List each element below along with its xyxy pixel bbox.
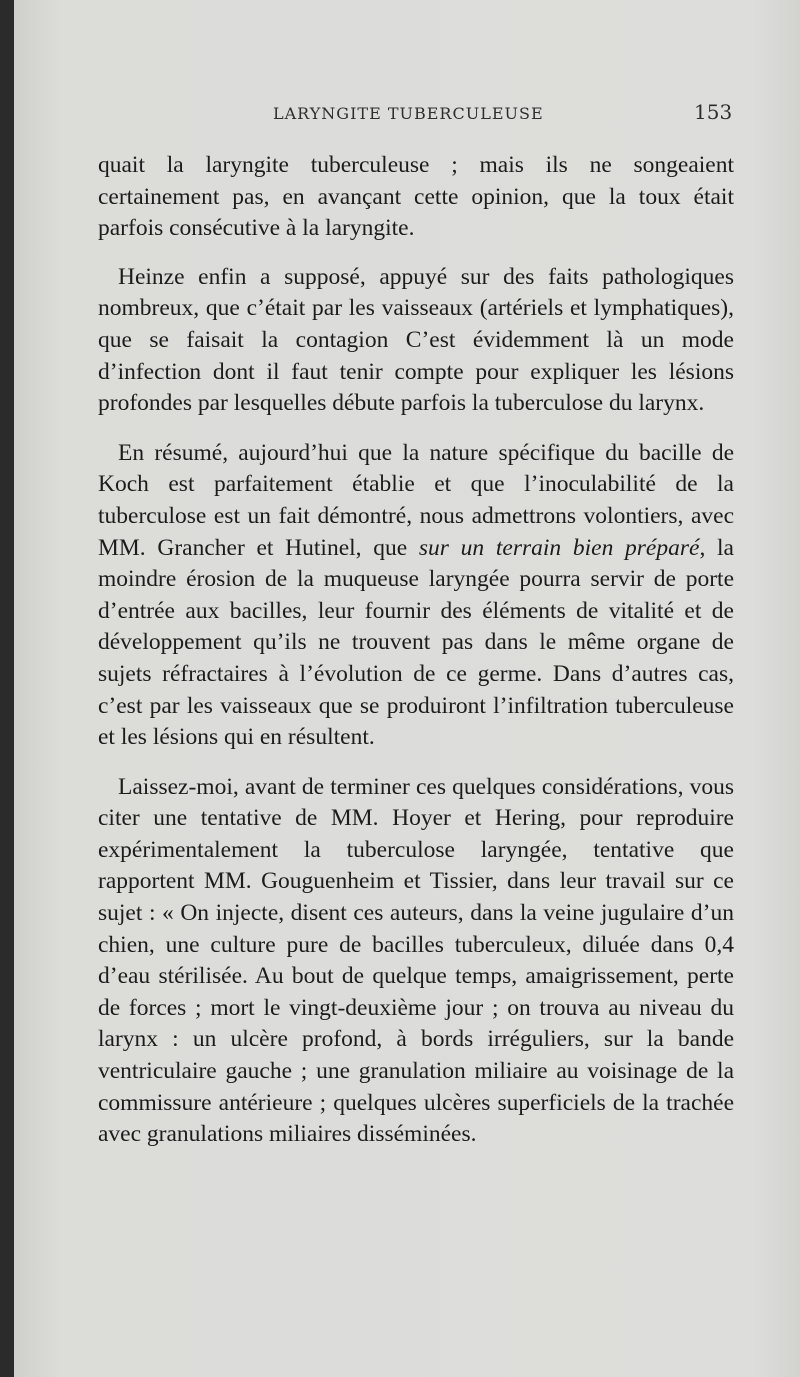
paragraph-3-part-1: En résumé, aujourd’hui que la nature spécifique du bacille de Koch est parfaitement établie et que l’inoculabilité de la tuberculose est un fait démontré, nous admettrons volontiers, avec MM. Grancher et Hutinel, que bbox=[98, 439, 734, 561]
running-title: LARYNGITE TUBERCULEUSE bbox=[273, 104, 544, 123]
paragraph-3-italic: sur un terrain bien préparé bbox=[418, 534, 700, 561]
paragraph-2: Heinze enfin a supposé, appuyé sur des faits pathologiques nombreux, que c’était par les vaisseaux (artériels et lymphatiques), que se faisait la contagion C’est évidemment là un mode d’infection dont il faut tenir compte pour expliquer les lésions profondes par lesquelles débute parfois la tuberculose du larynx. bbox=[98, 263, 734, 417]
page-number: 153 bbox=[694, 100, 733, 124]
page-header bbox=[14, 96, 800, 132]
paragraph-3 bbox=[98, 438, 734, 754]
book-page bbox=[14, 0, 800, 1377]
paragraph-1: quait la laryngite tuberculeuse ; mais ils ne songeaient certainement pas, en avançant cette opinion, que la toux était parfois consécutive à la laryngite. bbox=[98, 152, 734, 242]
page-body bbox=[98, 150, 734, 1169]
paragraph-3-part-2: , la moindre érosion de la muqueuse laryngée pourra servir de porte d’entrée aux bacilles, leur fournir des éléments de vitalité et de développement qu’ils ne trouvent pas dans le même organe de sujets réfractaires à l’évolution de ce germe. Dans d’autres cas, c’est par les vaisseaux que se produiront l’infiltration tuberculeuse et les lésions qui en résultent. bbox=[98, 534, 734, 751]
paragraph-4: Laissez-moi, avant de terminer ces quelques considérations, vous citer une tentative de MM. Hoyer et Hering, pour reproduire expérimentalement la tuberculose laryngée, tentative que rapportent MM. Gouguenheim et Tissier, dans leur travail sur ce sujet : « On injecte, disent ces auteurs, dans la veine jugulaire d’un chien, une culture pure de bacilles tuberculeux, diluée dans 0,4 d’eau stérilisée. Au bout de quelque temps, amaigrissement, perte de forces ; mort le vingt-deuxième jour ; on trouva au niveau du larynx : un ulcère profond, à bords irréguliers, sur la bande ventriculaire gauche ; une granulation miliaire au voisinage de la commissure antérieure ; quelques ulcères superficiels de la trachée avec granulations miliaires disséminées. bbox=[98, 773, 734, 1148]
